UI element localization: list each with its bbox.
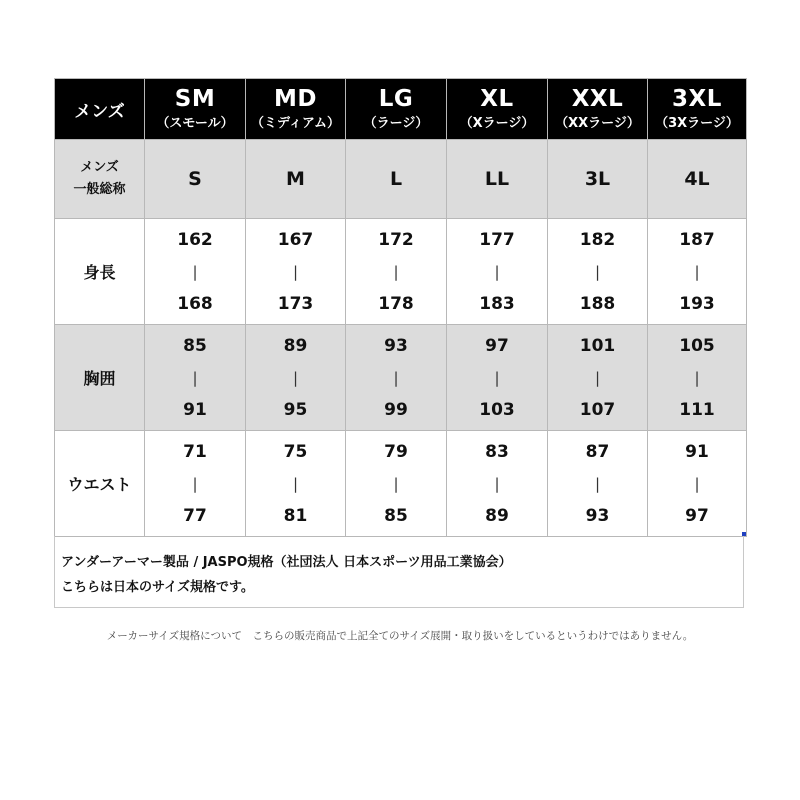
general-size-value: LL: [447, 140, 548, 219]
size-header-cell: [346, 79, 447, 140]
size-name: （Xラージ）: [459, 116, 535, 131]
range-min: 172: [378, 229, 414, 250]
range-max: 99: [384, 399, 408, 420]
height-range-cell: [548, 219, 648, 325]
height-row: [55, 219, 747, 325]
range-separator: |: [694, 262, 700, 281]
chest-row: [55, 325, 747, 431]
range-max: 188: [579, 293, 616, 314]
waist-label: ウエスト: [55, 431, 145, 537]
range-max: 85: [384, 505, 408, 526]
range-separator: |: [192, 474, 198, 493]
range-min: 93: [384, 335, 408, 356]
range-min: 167: [277, 229, 314, 250]
range-separator: |: [494, 474, 500, 493]
size-name: （3Xラージ）: [655, 116, 739, 131]
general-size-value: 4L: [648, 140, 747, 219]
range-max: 173: [277, 293, 314, 314]
chest-range-cell: [548, 325, 648, 431]
size-code: 3XL: [672, 86, 722, 112]
general-size-value: 3L: [548, 140, 648, 219]
range-max: 178: [378, 293, 414, 314]
height-range-cell: [447, 219, 548, 325]
range-separator: |: [192, 368, 198, 387]
waist-range-cell: [447, 431, 548, 537]
general-label-line1: メンズ: [80, 160, 119, 175]
range-max: 91: [183, 399, 207, 420]
chest-label: 胸囲: [55, 325, 145, 431]
range-min: 71: [183, 441, 207, 462]
size-chart-table: [54, 78, 747, 537]
general-label-line2: 一般総称: [73, 182, 126, 197]
range-min: 101: [579, 335, 616, 356]
height-range-cell: [648, 219, 747, 325]
range-max: 193: [679, 293, 715, 314]
range-separator: |: [594, 474, 601, 493]
range-separator: |: [494, 262, 500, 281]
height-label: 身長: [55, 219, 145, 325]
header-row-label: メンズ: [55, 79, 145, 140]
note-line-japan-size: こちらは日本のサイズ規格です。: [61, 580, 254, 595]
note-line-standard: アンダーアーマー製品 / JASPO規格（社団法人 日本スポーツ用品工業協会）: [61, 555, 512, 570]
size-name: （XXラージ）: [555, 116, 640, 131]
height-range-cell: [346, 219, 447, 325]
size-name: （ミディアム）: [250, 116, 341, 131]
range-max: 89: [485, 505, 509, 526]
general-size-value: S: [145, 140, 246, 219]
header-row: [55, 79, 747, 140]
waist-range-cell: [648, 431, 747, 537]
waist-range-cell: [145, 431, 246, 537]
size-name: （スモール）: [156, 116, 234, 131]
general-size-row: [55, 140, 747, 219]
range-min: 187: [679, 229, 715, 250]
height-range-cell: [246, 219, 346, 325]
range-min: 87: [585, 441, 610, 462]
size-code: MD: [274, 86, 317, 112]
size-header-cell: [548, 79, 648, 140]
range-min: 97: [485, 335, 509, 356]
general-size-value: L: [346, 140, 447, 219]
chest-range-cell: [648, 325, 747, 431]
general-size-label: [55, 140, 145, 219]
range-min: 79: [384, 441, 408, 462]
range-separator: |: [292, 368, 299, 387]
range-min: 89: [283, 335, 308, 356]
range-max: 168: [177, 293, 213, 314]
general-size-value: M: [246, 140, 346, 219]
range-min: 91: [685, 441, 709, 462]
waist-range-cell: [548, 431, 648, 537]
range-separator: |: [594, 368, 601, 387]
range-min: 105: [679, 335, 715, 356]
size-header-cell: [246, 79, 346, 140]
range-max: 81: [283, 505, 308, 526]
range-separator: |: [694, 368, 700, 387]
range-max: 97: [685, 505, 709, 526]
range-max: 103: [479, 399, 515, 420]
range-separator: |: [594, 262, 601, 281]
range-min: 182: [579, 229, 616, 250]
range-max: 93: [585, 505, 610, 526]
range-min: 75: [283, 441, 308, 462]
size-code: SM: [174, 86, 216, 112]
size-code: XL: [480, 86, 514, 112]
range-separator: |: [393, 368, 399, 387]
range-separator: |: [393, 474, 399, 493]
height-range-cell: [145, 219, 246, 325]
size-header-cell: [447, 79, 548, 140]
size-header-cell: [145, 79, 246, 140]
range-max: 107: [579, 399, 616, 420]
chest-range-cell: [145, 325, 246, 431]
notes-box: [54, 536, 744, 608]
size-name: （ラージ）: [363, 116, 429, 131]
chest-range-cell: [447, 325, 548, 431]
range-separator: |: [494, 368, 500, 387]
range-max: 183: [479, 293, 515, 314]
size-code: XXL: [571, 86, 624, 112]
range-max: 111: [679, 399, 715, 420]
chest-range-cell: [346, 325, 447, 431]
waist-range-cell: [346, 431, 447, 537]
size-code: LG: [378, 86, 414, 112]
range-min: 162: [177, 229, 213, 250]
size-header-cell: [648, 79, 747, 140]
footer-disclaimer: メーカーサイズ規格について こちらの販売商品で上記全てのサイズ展開・取り扱いをしているというわけではありません。: [106, 630, 694, 642]
waist-range-cell: [246, 431, 346, 537]
range-separator: |: [694, 474, 700, 493]
chest-range-cell: [246, 325, 346, 431]
range-separator: |: [192, 262, 198, 281]
range-separator: |: [292, 262, 299, 281]
range-separator: |: [393, 262, 399, 281]
range-separator: |: [292, 474, 299, 493]
range-min: 85: [183, 335, 207, 356]
range-max: 77: [183, 505, 207, 526]
range-max: 95: [283, 399, 308, 420]
waist-row: [55, 431, 747, 537]
range-min: 177: [479, 229, 515, 250]
range-min: 83: [485, 441, 509, 462]
